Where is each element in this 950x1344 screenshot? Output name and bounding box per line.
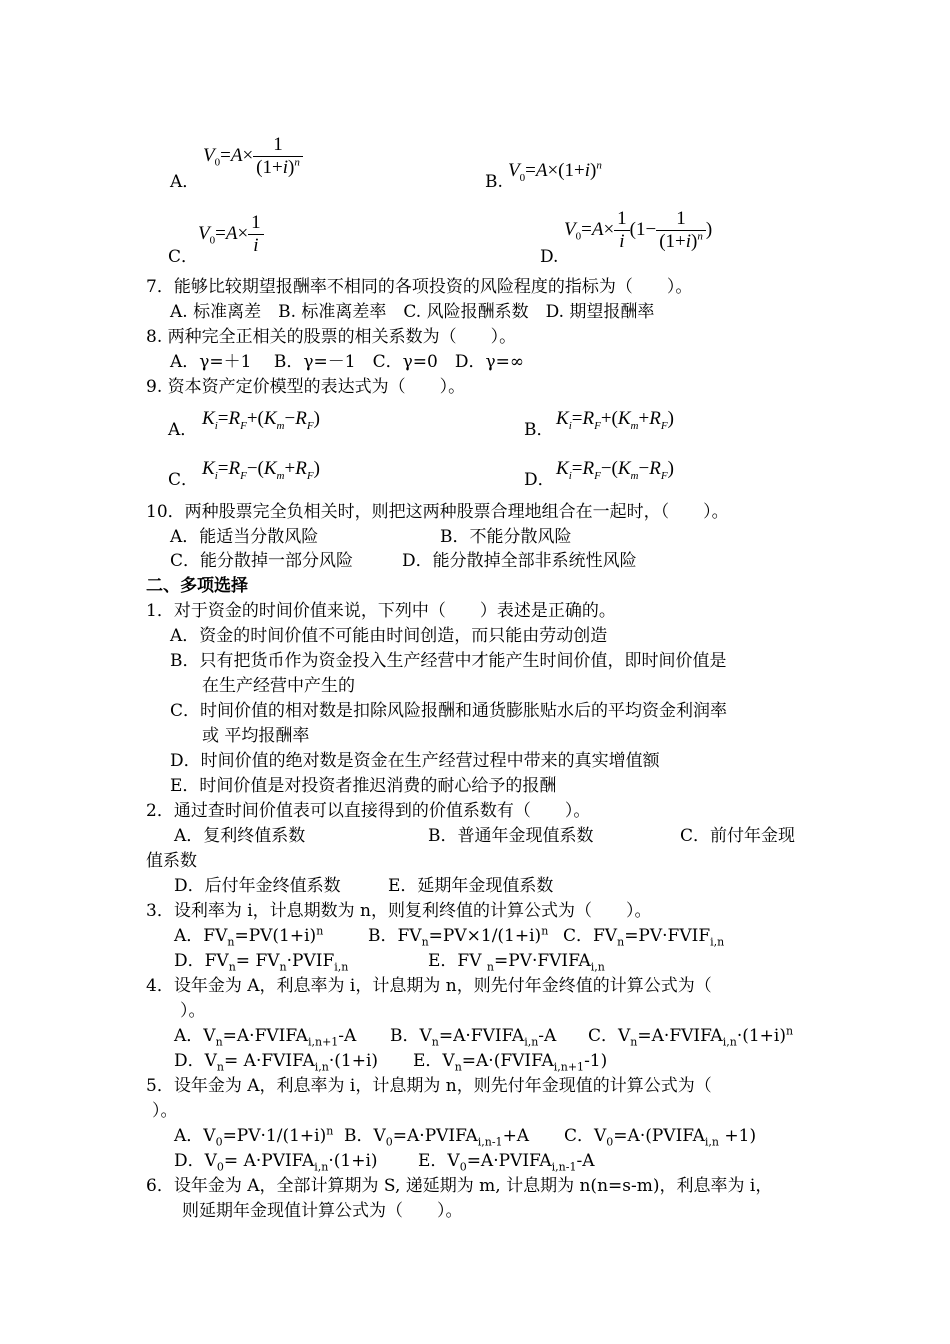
- multi-3-option-e: E．FV $_n=PV\cdot FVIFA_{i,n}$: [428, 951, 605, 974]
- option-a-label: A．: [170, 172, 200, 192]
- q9-formula-b: $K_i=R_F+(K_m+R_F)$: [556, 408, 674, 432]
- multi-4-option-a: A．$V_n=A\cdot FVIFA_{i,n+1}-A$: [174, 1026, 357, 1049]
- multi-2-option-b: B．普通年金现值系数: [428, 826, 594, 846]
- question-7-options: A. 标准离差 B. 标准离差率 C. 风险报酬系数 D. 期望报酬率: [170, 302, 655, 322]
- multi-1-option-c-line2: 或 平均报酬率: [202, 726, 310, 746]
- multi-4-stem-line1: 4．设年金为 A，利息率为 i，计息期为 n，则先付年金终值的计算公式为（: [146, 976, 712, 996]
- multi-3-option-a: A．$FV_n=PV(1+i)^n$: [174, 924, 324, 949]
- multi-5-option-a: A．$V_0=PV\cdot 1/(1+i)^n$: [174, 1124, 334, 1149]
- multi-2-option-c-line1: C．前付年金现: [680, 826, 796, 846]
- multi-1-stem: 1．对于资金的时间价值来说，下列中（ ）表述是正确的。: [146, 601, 616, 621]
- q9-option-b-label: B．: [524, 420, 554, 440]
- multi-5-option-c: C．$V_0=A\cdot(PVIFA_{i,n} +1)$: [564, 1126, 757, 1149]
- q9-formula-d: $K_i=R_F-(K_m-R_F)$: [556, 458, 674, 482]
- multi-2-option-e: E．延期年金现值系数: [388, 876, 554, 896]
- q9-formula-a: $K_i=R_F+(K_m-R_F)$: [202, 408, 320, 432]
- multi-1-option-b-line2: 在生产经营中产生的: [202, 676, 355, 696]
- multi-1-option-b-line1: B．只有把货币作为资金投入生产经营中才能产生时间价值，即时间价值是: [170, 651, 727, 671]
- multi-3-option-b: B．$FV_n=PV\times 1/(1+i)^n$: [368, 924, 549, 949]
- multi-3-option-d: D．$FV_n=$ $FV_n\cdot PVIF_{i,n}$: [174, 951, 349, 974]
- section-heading-multiple-choice: 二、多项选择: [146, 576, 248, 596]
- multi-5-option-b: B．$V_0=A\cdot PVIFA_{i,n-1}+A$: [344, 1126, 530, 1149]
- multi-6-stem-line1: 6．设年金为 A，全部计算期为 S, 递延期为 m, 计息期为 n(n=s-m)，利息率为 i，: [146, 1176, 773, 1196]
- multi-1-option-a: A．资金的时间价值不可能由时间创造，而只能由劳动创造: [170, 626, 608, 646]
- multi-3-option-c: C．$FV_n=PV\cdot FVIF_{i,n}$: [563, 926, 725, 949]
- multi-1-option-e: E．时间价值是对投资者推迟消费的耐心给予的报酬: [170, 776, 557, 796]
- q9-option-c-label: C．: [168, 470, 199, 490]
- multi-2-option-c-line2: 值系数: [146, 851, 197, 871]
- multi-5-option-d: D．$V_0=$ $A\cdot PVIFA_{i,n}\cdot(1+i)$: [174, 1151, 378, 1174]
- multi-3-stem: 3．设利率为 i，计息期数为 n，则复利终值的计算公式为（ ）。: [146, 901, 652, 921]
- formula-a: $V_0=A\times$ $\frac{1}{(1+i)^n}$: [203, 134, 303, 179]
- q9-option-d-label: D．: [524, 470, 555, 490]
- question-10-option-c: C．能分散掉一部分风险: [170, 551, 354, 571]
- multi-4-option-c: C．$V_n=A\cdot FVIFA_{i,n}\cdot(1+i)^n$: [588, 1024, 794, 1049]
- question-10-option-b: B．不能分散风险: [440, 527, 572, 547]
- multi-1-option-c-line1: C．时间价值的相对数是扣除风险报酬和通货膨胀贴水后的平均资金利润率: [170, 701, 728, 721]
- multi-4-stem-line2: ）。: [180, 1001, 206, 1021]
- formula-c: $V_0=A\times$ $\frac{1}{i}$: [198, 212, 264, 257]
- option-b-label: B.: [485, 172, 503, 192]
- question-9-stem: 9. 资本资产定价模型的表达式为（ ）。: [146, 377, 466, 397]
- multi-5-stem-line1: 5．设年金为 A，利息率为 i，计息期为 n，则先付年金现值的计算公式为（: [146, 1076, 712, 1096]
- question-8-options: A．γ=＋1 B．γ=－1 C．γ=0 D．γ=∞: [170, 352, 525, 372]
- option-c-label: C．: [168, 247, 199, 267]
- multi-5-option-e: E．$V_0=A\cdot PVIFA_{i,n-1}-A$: [418, 1151, 595, 1174]
- q9-formula-c: $K_i=R_F-(K_m+R_F)$: [202, 458, 320, 482]
- multi-2-option-a: A．复利终值系数: [174, 826, 306, 846]
- multi-4-option-d: D．$V_n=$ $A\cdot FVIFA_{i,n}\cdot(1+i)$: [174, 1051, 379, 1074]
- question-8-stem: 8. 两种完全正相关的股票的相关系数为（ ）。: [146, 327, 517, 347]
- q9-option-a-label: A．: [168, 420, 198, 440]
- multi-6-stem-line2: 则延期年金现值计算公式为（ ）。: [182, 1201, 463, 1221]
- multi-4-option-b: B．$V_n=A\cdot FVIFA_{i,n}-A$: [390, 1026, 557, 1049]
- option-d-label: D.: [540, 247, 559, 267]
- formula-d: $V_0=A\times$ $\frac{1}{i}$ (1− $\frac{1}{(1+i)^n}$ ): [564, 208, 713, 252]
- formula-b: $V_0=A\times(1+i)^n$: [508, 159, 602, 184]
- question-10-option-a: A．能适当分散风险: [170, 527, 319, 547]
- multi-5-stem-line2: ）。: [152, 1101, 178, 1121]
- multi-2-stem: 2．通过查时间价值表可以直接得到的价值系数有（ ）。: [146, 801, 591, 821]
- question-7-stem: 7．能够比较期望报酬率不相同的各项投资的风险程度的指标为（ ）。: [146, 277, 693, 297]
- question-10-option-d: D．能分散掉全部非系统性风险: [402, 551, 637, 571]
- multi-1-option-d: D．时间价值的绝对数是资金在生产经营过程中带来的真实增值额: [170, 751, 660, 771]
- multi-2-option-d: D．后付年金终值系数: [174, 876, 341, 896]
- question-10-stem: 10．两种股票完全负相关时，则把这两种股票合理地组合在一起时，（ ）。: [146, 502, 729, 522]
- multi-4-option-e: E．$V_n=A\cdot(FVIFA_{i,n+1}-1)$: [413, 1051, 608, 1074]
